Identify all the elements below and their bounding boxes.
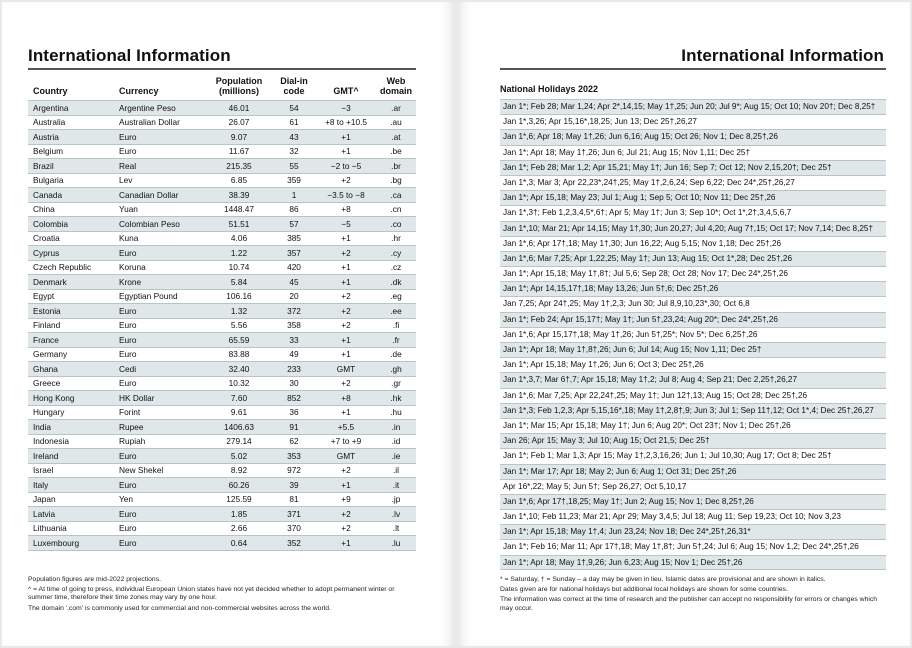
table-row <box>28 173 416 188</box>
cell-country: Hungary <box>28 405 114 420</box>
cell-gmt-offset: +1 <box>316 275 376 290</box>
holiday-row: Jan 1*,3,26; Apr 15,16*,18,25; Jun 13; Dec 25†,26,27 <box>500 114 886 129</box>
table-row <box>28 304 416 319</box>
table-row <box>28 376 416 391</box>
right-footnotes <box>500 576 886 615</box>
cell-gmt-offset: +2 <box>316 289 376 304</box>
cell-dial-code: 86 <box>272 202 316 217</box>
table-row <box>28 130 416 145</box>
cell-country: Ireland <box>28 449 114 464</box>
cell-dial-code: 91 <box>272 420 316 435</box>
cell-dial-code: 30 <box>272 376 316 391</box>
table-row <box>28 217 416 232</box>
cell-web-domain: .bg <box>376 173 416 188</box>
cell-country: Greece <box>28 376 114 391</box>
footnote-population: Population figures are mid-2022 projections. <box>28 576 161 583</box>
cell-currency: Cedi <box>114 362 206 377</box>
cell-gmt-offset: +1 <box>316 333 376 348</box>
table-row <box>28 391 416 406</box>
cell-country: France <box>28 333 114 348</box>
footnote-timezone: ^ = At time of going to press, individual European Union states have not yet decided whether to adopt permanent winter or summer time, therefore their time zones may vary by one hour. <box>28 586 395 602</box>
cell-currency: Euro <box>114 478 206 493</box>
header-population <box>206 74 272 101</box>
table-row <box>28 231 416 246</box>
table-row <box>28 333 416 348</box>
cell-currency: Euro <box>114 130 206 145</box>
cell-population: 125.59 <box>206 492 272 507</box>
cell-web-domain: .il <box>376 463 416 478</box>
cell-web-domain: .dk <box>376 275 416 290</box>
table-row <box>28 536 416 551</box>
cell-web-domain: .hu <box>376 405 416 420</box>
table-row <box>28 492 416 507</box>
cell-dial-code: 81 <box>272 492 316 507</box>
cell-currency: Rupee <box>114 420 206 435</box>
holiday-row: Jan 1*; Apr 14,15,17†,18; May 13,26; Jun 5†,6; Dec 25†,26 <box>500 281 886 296</box>
holiday-row: Jan 1*; Apr 15,18; May 23; Jul 1; Aug 1; Sep 5; Oct 10; Nov 11; Dec 25†,26 <box>500 190 886 205</box>
footnote-local: Dates given are for national holidays but additional local holidays are shown for some countries. <box>500 586 788 594</box>
cell-population: 279.14 <box>206 434 272 449</box>
cell-gmt-offset: +2 <box>316 463 376 478</box>
cell-dial-code: 385 <box>272 231 316 246</box>
cell-dial-code: 420 <box>272 260 316 275</box>
table-row <box>28 347 416 362</box>
holiday-row: Jan 1*; Mar 15; Apr 15,18; May 1†; Jun 6; Aug 20*; Oct 23†; Nov 1; Dec 25†,26 <box>500 418 886 433</box>
holiday-row: Jan 1*,3; Mar 3; Apr 22,23*,24†,25; May 1†,2,6,24; Sep 6,22; Dec 24*,25†,26,27 <box>500 175 886 190</box>
table-row <box>28 405 416 420</box>
table-row <box>28 144 416 159</box>
holiday-row: Jan 1*,6; Apr 17†,18; May 1†,30; Jun 16,22; Aug 5,15; Nov 1,18; Dec 25†,26 <box>500 236 886 251</box>
cell-dial-code: 49 <box>272 347 316 362</box>
cell-dial-code: 972 <box>272 463 316 478</box>
cell-country: Estonia <box>28 304 114 319</box>
cell-country: Croatia <box>28 231 114 246</box>
cell-population: 46.01 <box>206 101 272 116</box>
header-dial-line2: code <box>283 86 305 96</box>
table-row <box>28 478 416 493</box>
holiday-row: Jan 1*; Mar 17; Apr 18; May 2; Jun 6; Aug 1; Oct 31; Dec 25†,26 <box>500 464 886 479</box>
cell-population: 11.67 <box>206 144 272 159</box>
cell-dial-code: 43 <box>272 130 316 145</box>
table-row <box>28 463 416 478</box>
cell-currency: Kuna <box>114 231 206 246</box>
cell-currency: Euro <box>114 449 206 464</box>
cell-country: Lithuania <box>28 521 114 536</box>
cell-dial-code: 352 <box>272 536 316 551</box>
cell-gmt-offset: +8 <box>316 391 376 406</box>
header-dial-line1: Dial-in <box>280 76 308 86</box>
cell-currency: Euro <box>114 246 206 261</box>
cell-dial-code: 61 <box>272 115 316 130</box>
cell-web-domain: .cy <box>376 246 416 261</box>
right-page-title: International Information <box>681 46 884 65</box>
cell-gmt-offset: +5.5 <box>316 420 376 435</box>
holiday-row: Jan 1*,6; Apr 17†,18,25; May 1†; Jun 2; Aug 15; Nov 1; Dec 8,25†,26 <box>500 494 886 509</box>
cell-population: 65.59 <box>206 333 272 348</box>
holiday-row: Jan 1*; Feb 16; Mar 11; Apr 17†,18; May 1†,8†; Jun 5†,24; Jul 6; Aug 15; Nov 1,2; Dec 24*,25†,26 <box>500 539 886 554</box>
cell-dial-code: 45 <box>272 275 316 290</box>
cell-gmt-offset: +2 <box>316 304 376 319</box>
holiday-row: Jan 1*,10; Mar 21; Apr 14,15; May 1†,30; Jun 20,27; Jul 4,20; Aug 7†,15; Oct 17; Nov 7,14; Dec 8,25† <box>500 221 886 236</box>
cell-gmt-offset: +1 <box>316 260 376 275</box>
right-page <box>458 2 910 646</box>
cell-currency: Australian Dollar <box>114 115 206 130</box>
cell-country: Cyprus <box>28 246 114 261</box>
table-row <box>28 420 416 435</box>
cell-population: 10.74 <box>206 260 272 275</box>
cell-currency: Colombian Peso <box>114 217 206 232</box>
header-population-line1: Population <box>215 76 263 86</box>
cell-web-domain: .br <box>376 159 416 174</box>
cell-web-domain: .cz <box>376 260 416 275</box>
cell-dial-code: 54 <box>272 101 316 116</box>
cell-currency: Euro <box>114 347 206 362</box>
holiday-row: Jan 1*; Apr 18; May 1†,9,26; Jun 6,23; Aug 15; Nov 1; Dec 25†,26 <box>500 555 886 570</box>
cell-country: Latvia <box>28 507 114 522</box>
cell-population: 7.60 <box>206 391 272 406</box>
cell-gmt-offset: +1 <box>316 405 376 420</box>
header-gmt: GMT^ <box>333 86 359 96</box>
cell-gmt-offset: +2 <box>316 173 376 188</box>
cell-gmt-offset: +1 <box>316 144 376 159</box>
cell-country: India <box>28 420 114 435</box>
cell-dial-code: 370 <box>272 521 316 536</box>
cell-currency: Euro <box>114 536 206 551</box>
holiday-row: Jan 1*; Feb 28; Mar 1,24; Apr 2*,14,15; May 1†,25; Jun 20; Jul 9*; Aug 15; Oct 10; Nov 20†; Dec 8,25† <box>500 99 886 114</box>
cell-gmt-offset: +1 <box>316 347 376 362</box>
cell-country: Czech Republic <box>28 260 114 275</box>
cell-dial-code: 359 <box>272 173 316 188</box>
header-domain-line2: domain <box>379 86 412 96</box>
cell-population: 2.66 <box>206 521 272 536</box>
cell-gmt-offset: +1 <box>316 130 376 145</box>
cell-gmt-offset: GMT <box>316 362 376 377</box>
cell-population: 83.88 <box>206 347 272 362</box>
cell-population: 1406.63 <box>206 420 272 435</box>
holidays-heading: National Holidays 2022 <box>500 84 599 94</box>
cell-web-domain: .lt <box>376 521 416 536</box>
cell-country: Egypt <box>28 289 114 304</box>
cell-web-domain: .cn <box>376 202 416 217</box>
cell-dial-code: 36 <box>272 405 316 420</box>
cell-population: 60.26 <box>206 478 272 493</box>
cell-country: Colombia <box>28 217 114 232</box>
table-row <box>28 362 416 377</box>
cell-currency: Rupiah <box>114 434 206 449</box>
cell-currency: Euro <box>114 521 206 536</box>
cell-gmt-offset: +2 <box>316 376 376 391</box>
cell-currency: Euro <box>114 144 206 159</box>
cell-dial-code: 39 <box>272 478 316 493</box>
holiday-row: Jan 1*,3,7; Mar 6†,7; Apr 15,18; May 1†,2; Jul 8; Aug 4; Sep 21; Dec 2,25†,26,27 <box>500 372 886 387</box>
cell-dial-code: 55 <box>272 159 316 174</box>
cell-web-domain: .hk <box>376 391 416 406</box>
cell-currency: Forint <box>114 405 206 420</box>
cell-population: 51.51 <box>206 217 272 232</box>
holiday-row: Jan 1*,6; Apr 15,17†,18; May 1†,26; Jun 5†,25*; Nov 5*; Dec 6,25†,26 <box>500 327 886 342</box>
cell-web-domain: .ee <box>376 304 416 319</box>
holiday-row: Jan 1*,6; Mar 7,25; Apr 1,22,25; May 1†; Jun 13; Aug 15; Oct 1*,28; Dec 25†,26 <box>500 251 886 266</box>
holiday-row: Jan 1*,10; Feb 11,23; Mar 21; Apr 29; May 3,4,5; Jul 18; Aug 11; Sep 19,23; Oct 10; Nov 3,23 <box>500 509 886 524</box>
cell-web-domain: .gr <box>376 376 416 391</box>
cell-population: 215.35 <box>206 159 272 174</box>
cell-currency: Euro <box>114 333 206 348</box>
cell-country: Austria <box>28 130 114 145</box>
cell-currency: HK Dollar <box>114 391 206 406</box>
holiday-row: Jan 1*; Feb 28; Mar 1,2; Apr 15,21; May 1†; Jun 16; Sep 7; Oct 12; Nov 2,15,20†; Dec 25† <box>500 160 886 175</box>
cell-country: Indonesia <box>28 434 114 449</box>
cell-dial-code: 233 <box>272 362 316 377</box>
cell-currency: Real <box>114 159 206 174</box>
header-currency: Currency <box>119 86 159 96</box>
cell-currency: Yuan <box>114 202 206 217</box>
footnote-domain: The domain '.com' is commonly used for commercial and non-commercial websites across the world. <box>28 604 331 612</box>
cell-gmt-offset: +2 <box>316 521 376 536</box>
cell-dial-code: 57 <box>272 217 316 232</box>
cell-web-domain: .id <box>376 434 416 449</box>
cell-population: 8.92 <box>206 463 272 478</box>
cell-web-domain: .ar <box>376 101 416 116</box>
table-row <box>28 188 416 203</box>
cell-dial-code: 62 <box>272 434 316 449</box>
cell-currency: Canadian Dollar <box>114 188 206 203</box>
cell-gmt-offset: +1 <box>316 478 376 493</box>
cell-web-domain: .ca <box>376 188 416 203</box>
cell-population: 1448.47 <box>206 202 272 217</box>
cell-currency: Egyptian Pound <box>114 289 206 304</box>
cell-population: 106.16 <box>206 289 272 304</box>
cell-population: 0.64 <box>206 536 272 551</box>
cell-population: 5.56 <box>206 318 272 333</box>
cell-web-domain: .au <box>376 115 416 130</box>
cell-web-domain: .lv <box>376 507 416 522</box>
header-population-line2: (millions) <box>219 86 259 96</box>
cell-gmt-offset: +1 <box>316 536 376 551</box>
cell-country: Canada <box>28 188 114 203</box>
table-row <box>28 507 416 522</box>
cell-dial-code: 357 <box>272 246 316 261</box>
header-country: Country <box>33 86 68 96</box>
cell-web-domain: .lu <box>376 536 416 551</box>
table-row <box>28 260 416 275</box>
cell-country: Finland <box>28 318 114 333</box>
cell-web-domain: .hr <box>376 231 416 246</box>
table-row <box>28 289 416 304</box>
cell-country: Brazil <box>28 159 114 174</box>
cell-population: 26.07 <box>206 115 272 130</box>
cell-web-domain: .it <box>376 478 416 493</box>
cell-country: Israel <box>28 463 114 478</box>
cell-gmt-offset: +8 to +10.5 <box>316 115 376 130</box>
cell-country: Japan <box>28 492 114 507</box>
table-row <box>28 159 416 174</box>
left-page-title: International Information <box>28 46 231 65</box>
header-dial-in <box>272 74 316 101</box>
left-page <box>2 2 454 646</box>
table-row <box>28 115 416 130</box>
cell-population: 9.61 <box>206 405 272 420</box>
cell-dial-code: 353 <box>272 449 316 464</box>
cell-dial-code: 371 <box>272 507 316 522</box>
table-header-row <box>28 74 416 101</box>
header-domain <box>376 74 416 101</box>
holiday-row: Jan 26; Apr 15; May 3; Jul 10; Aug 15; Oct 21,5; Dec 25† <box>500 433 886 448</box>
cell-dial-code: 20 <box>272 289 316 304</box>
cell-gmt-offset: −3 <box>316 101 376 116</box>
holiday-row: Jan 1*,6; Apr 18; May 1†,26; Jun 6,16; Aug 15; Oct 26; Nov 1; Dec 8,25†,26 <box>500 129 886 144</box>
footnote-key: * = Saturday, † = Sunday – a day may be given in lieu. Islamic dates are provisional and are shown in italics. <box>500 576 826 583</box>
holiday-row: Jan 1*,3; Feb 1,2,3; Apr 5,15,16*,18; May 1†,2,8†,9; Jun 3; Jul 1; Sep 11†,12; Oct 1*,4; Dec 25†,26,27 <box>500 403 886 418</box>
cell-web-domain: .co <box>376 217 416 232</box>
cell-currency: Lev <box>114 173 206 188</box>
cell-gmt-offset: +1 <box>316 231 376 246</box>
cell-population: 38.39 <box>206 188 272 203</box>
header-domain-line1: Web <box>386 76 406 86</box>
cell-dial-code: 358 <box>272 318 316 333</box>
left-footnotes <box>28 576 416 615</box>
cell-currency: Euro <box>114 376 206 391</box>
table-row <box>28 275 416 290</box>
cell-country: China <box>28 202 114 217</box>
cell-country: Australia <box>28 115 114 130</box>
cell-population: 1.32 <box>206 304 272 319</box>
cell-dial-code: 852 <box>272 391 316 406</box>
cell-currency: Yen <box>114 492 206 507</box>
cell-web-domain: .at <box>376 130 416 145</box>
cell-country: Argentina <box>28 101 114 116</box>
table-row <box>28 246 416 261</box>
cell-population: 1.22 <box>206 246 272 261</box>
cell-country: Ghana <box>28 362 114 377</box>
holiday-row: Apr 16*,22; May 5; Jun 5†; Sep 26,27; Oct 5,10,17 <box>500 479 886 494</box>
cell-web-domain: .gh <box>376 362 416 377</box>
holiday-row: Jan 7,25; Apr 24†,25; May 1†,2,3; Jun 30; Jul 8,9,10,23*,30; Oct 6,8 <box>500 296 886 311</box>
cell-gmt-offset: +2 <box>316 507 376 522</box>
cell-web-domain: .ie <box>376 449 416 464</box>
cell-population: 6.85 <box>206 173 272 188</box>
holiday-row: Jan 1*,3†; Feb 1,2,3,4,5*,6†; Apr 5; May 1†; Jun 3; Sep 10*; Oct 1*,2†,3,4,5,6,7 <box>500 205 886 220</box>
cell-population: 5.84 <box>206 275 272 290</box>
cell-country: Denmark <box>28 275 114 290</box>
table-row <box>28 101 416 116</box>
holiday-row: Jan 1*; Feb 24; Apr 15,17†; May 1†; Jun 5†,23,24; Aug 20*; Dec 24*,25†,26 <box>500 312 886 327</box>
cell-gmt-offset: +9 <box>316 492 376 507</box>
cell-dial-code: 372 <box>272 304 316 319</box>
cell-gmt-offset: +8 <box>316 202 376 217</box>
cell-gmt-offset: −3.5 to −8 <box>316 188 376 203</box>
cell-web-domain: .fr <box>376 333 416 348</box>
table-row <box>28 318 416 333</box>
cell-gmt-offset: +2 <box>316 318 376 333</box>
cell-dial-code: 33 <box>272 333 316 348</box>
cell-dial-code: 1 <box>272 188 316 203</box>
cell-currency: Euro <box>114 507 206 522</box>
holiday-row: Jan 1*; Apr 15,18; May 1†,4; Jun 23,24; Nov 18; Dec 24*,25†,26,31* <box>500 524 886 539</box>
footnote-disclaimer: The information was correct at the time of research and the publisher can accept no responsibility for errors or changes which may occur. <box>500 596 878 612</box>
cell-population: 10.32 <box>206 376 272 391</box>
cell-currency: New Shekel <box>114 463 206 478</box>
holiday-row: Jan 1*; Apr 15,18; May 1†,26; Jun 6; Oct 3; Dec 25†,26 <box>500 357 886 372</box>
cell-dial-code: 32 <box>272 144 316 159</box>
cell-web-domain: .fi <box>376 318 416 333</box>
left-title-rule <box>28 68 416 70</box>
cell-population: 32.40 <box>206 362 272 377</box>
cell-gmt-offset: GMT <box>316 449 376 464</box>
cell-population: 5.02 <box>206 449 272 464</box>
cell-web-domain: .jp <box>376 492 416 507</box>
cell-country: Italy <box>28 478 114 493</box>
country-info-table <box>28 74 416 551</box>
cell-currency: Koruna <box>114 260 206 275</box>
cell-gmt-offset: +7 to +9 <box>316 434 376 449</box>
holiday-row: Jan 1*,6; Mar 7,25; Apr 22,24†,25; May 1†; Jun 12†,13; Aug 15; Oct 28; Dec 25†,26 <box>500 388 886 403</box>
table-row <box>28 202 416 217</box>
cell-country: Belgium <box>28 144 114 159</box>
cell-gmt-offset: −5 <box>316 217 376 232</box>
cell-web-domain: .de <box>376 347 416 362</box>
holiday-row: Jan 1*; Apr 15,18; May 1†,8†; Jul 5,6; Sep 28; Oct 28; Nov 17; Dec 24*,25†,26 <box>500 266 886 281</box>
table-row <box>28 521 416 536</box>
cell-country: Hong Kong <box>28 391 114 406</box>
cell-population: 4.06 <box>206 231 272 246</box>
table-row <box>28 449 416 464</box>
cell-currency: Euro <box>114 304 206 319</box>
holidays-list <box>500 99 886 570</box>
cell-population: 1.85 <box>206 507 272 522</box>
cell-gmt-offset: +2 <box>316 246 376 261</box>
cell-country: Luxembourg <box>28 536 114 551</box>
holiday-row: Jan 1*; Feb 1; Mar 1,3; Apr 15; May 1†,2,3,16,26; Jun 1; Jul 10,30; Aug 17; Oct 8; Dec 25† <box>500 448 886 463</box>
cell-web-domain: .in <box>376 420 416 435</box>
cell-country: Bulgaria <box>28 173 114 188</box>
right-title-rule <box>500 68 886 70</box>
cell-country: Germany <box>28 347 114 362</box>
cell-currency: Argentine Peso <box>114 101 206 116</box>
cell-web-domain: .be <box>376 144 416 159</box>
cell-gmt-offset: −2 to −5 <box>316 159 376 174</box>
cell-population: 9.07 <box>206 130 272 145</box>
cell-web-domain: .eg <box>376 289 416 304</box>
holiday-row: Jan 1*; Apr 18; May 1†,26; Jun 6; Jul 21; Aug 15; Nov 1,11; Dec 25† <box>500 145 886 160</box>
cell-currency: Euro <box>114 318 206 333</box>
cell-currency: Krone <box>114 275 206 290</box>
table-row <box>28 434 416 449</box>
holiday-row: Jan 1*; Apr 18; May 1†,8†,26; Jun 6; Jul 14; Aug 15; Nov 1,11; Dec 25† <box>500 342 886 357</box>
